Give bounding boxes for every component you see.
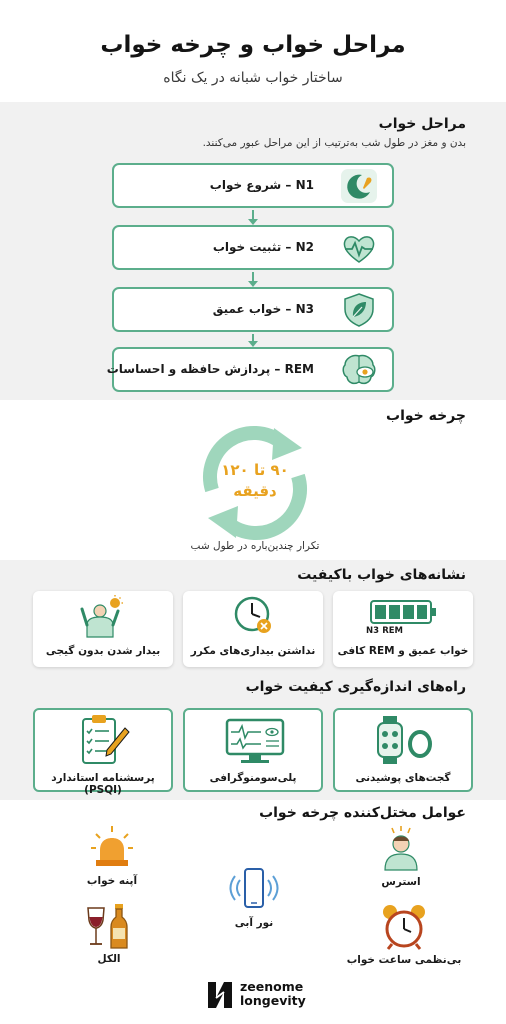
waking-person-icon (79, 595, 125, 643)
brain-eye-icon (340, 352, 378, 388)
monitor-eeg-icon (225, 718, 285, 768)
brand-name (240, 980, 306, 1008)
measure-label-psqi: پرسشنامه استاندارد (PSQI) (51, 772, 155, 796)
measure-card-psqi (33, 708, 173, 796)
measure-label-psg: پلی‌سومنوگرافی (209, 772, 297, 784)
cycle-note: تکرار چندین‌باره در طول شب (190, 540, 320, 552)
quality-title: نشانه‌های خواب باکیفیت (297, 567, 466, 583)
factor-label-alcohol: الکل (97, 953, 121, 965)
shield-leaf-icon (340, 292, 378, 328)
stressed-person-icon (380, 826, 422, 874)
brand-line1: zeenome (240, 979, 304, 994)
factor-sleep-apnea (64, 826, 160, 890)
quality-label-no-waking: نداشتن بیداری‌های مکرر (190, 645, 316, 657)
quality-card-no-waking (183, 591, 323, 667)
battery-label-n3: N3 (365, 626, 379, 636)
measure-card-wearables (333, 708, 473, 792)
stage-label-n3: N3 – خواب عمیق (212, 302, 314, 316)
brand-mark-icon (206, 980, 234, 1014)
heart-pulse-icon (340, 230, 378, 266)
cycle-duration-unit: دقیقه (233, 482, 277, 500)
factor-stress (356, 826, 446, 890)
quality-card-deep-rem (333, 591, 473, 667)
quality-measure-section (0, 560, 506, 800)
alarm-siren-icon (90, 826, 134, 874)
stage-card-n1 (112, 163, 394, 208)
phone-waves-icon (230, 866, 278, 916)
alarm-clock-icon (380, 904, 428, 954)
stages-section (0, 102, 506, 400)
stage-card-n2 (112, 225, 394, 270)
stages-title: مراحل خواب (378, 116, 466, 132)
page-subtitle: ساختار خواب شبانه در یک نگاه (163, 70, 343, 86)
stage-label-n1: N1 – شروع خواب (209, 178, 314, 192)
stage-label-rem: REM – پردازش حافظه و احساسات (106, 362, 314, 376)
moon-feather-icon (340, 168, 378, 204)
factor-label-blue-light: نور آبی (234, 917, 274, 929)
factor-label-sleep-apnea: آپنه خواب (86, 875, 138, 887)
quality-label-deep-rem: خواب عمیق و REM کافی (337, 645, 469, 657)
stage-card-n3 (112, 287, 394, 332)
battery-label-rem: REM (382, 626, 403, 636)
factor-blue-light (212, 866, 296, 936)
clock-x-icon (233, 595, 275, 641)
stage-label-n2: N2 – تثبیت خواب (212, 240, 314, 254)
stages-description: بدن و مغز در طول شب به‌ترتیب از این مراحل عبور می‌کنند. (202, 137, 466, 149)
clipboard-pencil-icon (79, 714, 131, 770)
header (0, 0, 506, 102)
quality-card-waking-clear (33, 591, 173, 667)
measure-card-psg (183, 708, 323, 792)
battery-stages-icon (365, 599, 439, 639)
factor-label-irregular-sleep: بی‌نظمی ساعت خواب (346, 954, 462, 966)
measure-label-wearables: گجت‌های پوشیدنی (355, 772, 451, 784)
watch-ring-icon (375, 716, 435, 768)
factors-title: عوامل مختل‌کننده چرخه خواب (259, 805, 466, 821)
factor-alcohol (74, 904, 144, 968)
page-title: مراحل خواب و چرخه خواب (100, 32, 406, 58)
brand-logo (206, 978, 306, 1012)
wine-bottle-icon (84, 904, 134, 954)
quality-label-waking-clear: بیدار شدن بدون گیجی (45, 645, 161, 657)
factor-irregular-sleep (344, 904, 464, 968)
cycle-duration: ۹۰ تا ۱۲۰ (221, 461, 289, 479)
stage-card-rem (106, 347, 394, 392)
cycle-title: چرخه خواب (386, 408, 466, 424)
measure-title: راه‌های اندازه‌گیری کیفیت خواب (245, 679, 466, 695)
factor-label-stress: استرس (381, 876, 421, 888)
brand-line2: longevity (240, 993, 306, 1008)
